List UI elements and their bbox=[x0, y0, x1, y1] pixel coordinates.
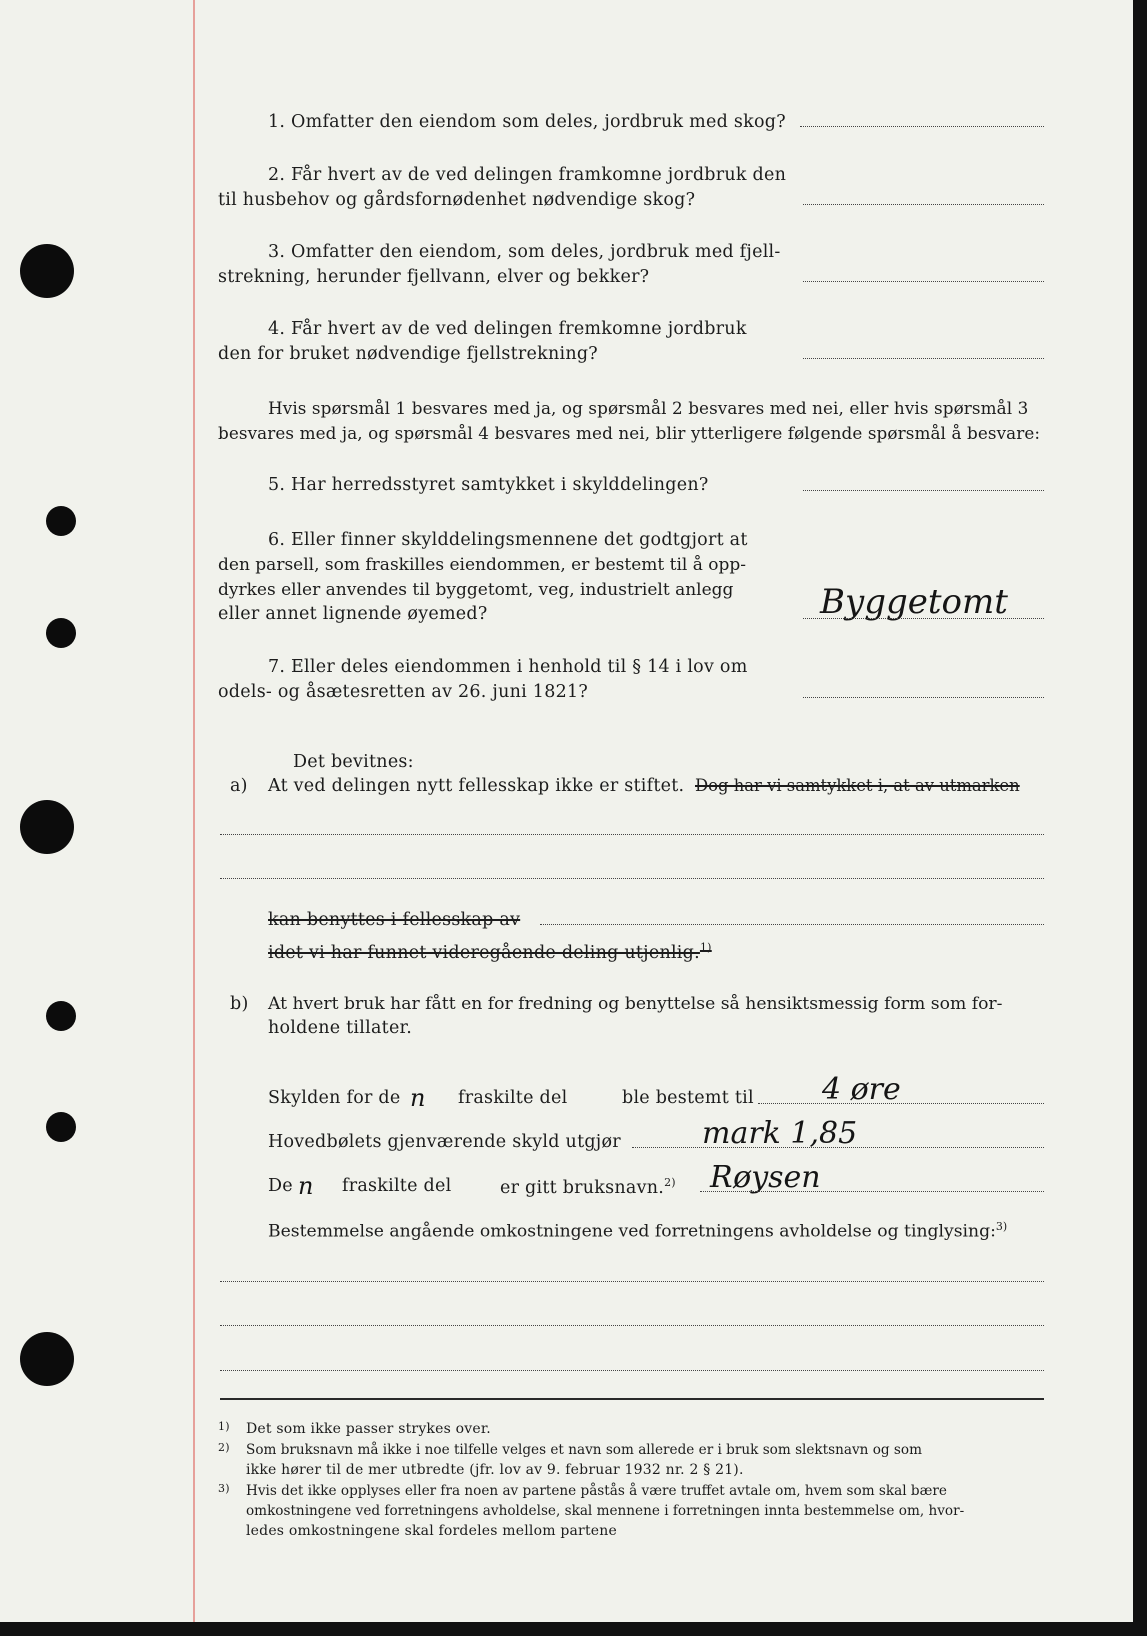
bruksnavn-label-c bbox=[500, 1176, 676, 1198]
attest-a-struck: Dog har vi samtykket i, at av utmarken bbox=[695, 776, 1020, 795]
footnote-rule bbox=[220, 1398, 1044, 1400]
attest-b-line1: At hvert bruk har fått en for fredning og benyttelse så hensiktsmessig form som for- bbox=[268, 994, 1003, 1014]
question-3-line2: strekning, herunder fjellvann, elver og bekker? bbox=[218, 267, 650, 287]
struck-line-1: kan benyttes i fellesskap av bbox=[268, 910, 521, 930]
answer-line-6 bbox=[803, 618, 1044, 619]
footnote-2-mark: 2) bbox=[218, 1441, 230, 1454]
question-7-line2: odels- og åsætesretten av 26. juni 1821? bbox=[218, 682, 588, 702]
struck-line-2-text: idet vi har funnet videregående deling utjenlig. bbox=[268, 942, 700, 963]
footnote-1-mark: 1) bbox=[218, 1420, 230, 1433]
question-1: 1. Omfatter den eiendom som deles, jordbruk med skog? bbox=[268, 112, 786, 132]
skyld-value: 4 øre bbox=[822, 1072, 901, 1107]
blank-line bbox=[540, 924, 1044, 925]
blank-line bbox=[220, 1370, 1044, 1371]
blank-line bbox=[220, 834, 1044, 835]
question-4-line1: 4. Får hvert av de ved delingen fremkomne jordbruk bbox=[268, 319, 747, 339]
hovedbol-value: mark 1,85 bbox=[702, 1116, 858, 1151]
footnote-ref-2: 2) bbox=[664, 1176, 676, 1189]
question-7-line1: 7. Eller deles eiendommen i henhold til § 14 i lov om bbox=[268, 657, 748, 677]
answer-line-2 bbox=[803, 204, 1044, 205]
question-6-line4: eller annet lignende øyemed? bbox=[218, 604, 488, 624]
bruksnavn-line bbox=[700, 1191, 1044, 1192]
hovedbol-line bbox=[632, 1147, 1044, 1148]
skyld-label-b: fraskilte del bbox=[458, 1088, 568, 1108]
punch-hole bbox=[20, 244, 74, 298]
question-2-line2: til husbehov og gårdsfornødenhet nødvendige skog? bbox=[218, 190, 696, 210]
hovedbol-label: Hovedbølets gjenværende skyld utgjør bbox=[268, 1132, 621, 1152]
bruksnavn-text: er gitt bruksnavn. bbox=[500, 1177, 665, 1198]
skyld-label-a: Skylden for de bbox=[268, 1088, 401, 1108]
margin-line bbox=[193, 0, 195, 1622]
question-5: 5. Har herredsstyret samtykket i skylddelingen? bbox=[268, 475, 709, 495]
question-6-line2: den parsell, som fraskilles eiendommen, er bestemt til å opp- bbox=[218, 555, 747, 575]
attest-b-label: b) bbox=[230, 994, 249, 1014]
punch-hole bbox=[46, 618, 76, 648]
footnote-ref-1: 1) bbox=[699, 941, 712, 954]
question-6-answer: Byggetomt bbox=[820, 582, 1008, 622]
struck-line-2 bbox=[268, 941, 712, 963]
skyld-handwritten-n: n bbox=[410, 1084, 426, 1112]
bestemmelse-text: Bestemmelse angående omkostningene ved forretningens avholdelse og tinglysing: bbox=[268, 1221, 996, 1242]
skyld-line bbox=[758, 1103, 1044, 1104]
footnote-3-mark: 3) bbox=[218, 1482, 230, 1495]
punch-hole bbox=[20, 1332, 74, 1386]
answer-line-7 bbox=[803, 697, 1044, 698]
answer-line-3 bbox=[803, 281, 1044, 282]
attest-heading: Det bevitnes: bbox=[293, 752, 414, 772]
footnote-2-line1: Som bruksnavn må ikke i noe tilfelle velges et navn som allerede er i bruk som slektsnavn og som bbox=[246, 1442, 922, 1458]
punch-hole bbox=[46, 1112, 76, 1142]
question-4-line2: den for bruket nødvendige fjellstrekning? bbox=[218, 344, 598, 364]
question-6-line1: 6. Eller finner skylddelingsmennene det godtgjort at bbox=[268, 530, 748, 550]
footnote-3-line2: omkostningene ved forretningens avholdelse, skal mennene i forretningen innta bestemmelse om, hvor- bbox=[246, 1503, 965, 1519]
question-6-line3: dyrkes eller anvendes til byggetomt, veg, industrielt anlegg bbox=[218, 580, 734, 600]
answer-line-4 bbox=[803, 358, 1044, 359]
question-3-line1: 3. Omfatter den eiendom, som deles, jordbruk med fjell- bbox=[268, 242, 781, 262]
punch-hole bbox=[46, 506, 76, 536]
footnote-2-line2: ikke hører til de mer utbredte (jfr. lov av 9. februar 1932 nr. 2 § 21). bbox=[246, 1462, 744, 1478]
footnote-3-line1: Hvis det ikke opplyses eller fra noen av partene påstås å være truffet avtale om, hvem som skal bære bbox=[246, 1483, 947, 1499]
condition-line2: besvares med ja, og spørsmål 4 besvares med nei, blir ytterligere følgende spørsmål å besvare: bbox=[218, 423, 1041, 443]
footnote-1-text: Det som ikke passer strykes over. bbox=[246, 1421, 491, 1437]
attest-a-label: a) bbox=[230, 776, 248, 796]
bruksnavn-value: Røysen bbox=[710, 1160, 821, 1195]
punch-hole bbox=[20, 800, 74, 854]
bruksnavn-label-a: De bbox=[268, 1176, 293, 1196]
condition-line1: Hvis spørsmål 1 besvares med ja, og spørsmål 2 besvares med nei, eller hvis spørsmål 3 bbox=[268, 398, 1029, 418]
bruksnavn-label-b: fraskilte del bbox=[342, 1176, 452, 1196]
footnote-3-line3: ledes omkostningene skal fordeles mellom partene bbox=[246, 1523, 617, 1539]
answer-line-5 bbox=[803, 490, 1044, 491]
answer-line-1 bbox=[800, 126, 1044, 127]
bestemmelse-label bbox=[268, 1220, 1007, 1242]
blank-line bbox=[220, 1281, 1044, 1282]
blank-line bbox=[220, 878, 1044, 879]
blank-line bbox=[220, 1325, 1044, 1326]
punch-hole bbox=[46, 1001, 76, 1031]
footnote-ref-3: 3) bbox=[995, 1220, 1008, 1233]
bruksnavn-handwritten-n: n bbox=[298, 1172, 314, 1200]
skyld-label-c: ble bestemt til bbox=[622, 1088, 754, 1108]
question-2-line1: 2. Får hvert av de ved delingen framkomne jordbruk den bbox=[268, 165, 787, 185]
attest-b-line2: holdene tillater. bbox=[268, 1018, 413, 1038]
attest-a-text: At ved delingen nytt fellesskap ikke er stiftet. bbox=[268, 776, 685, 796]
